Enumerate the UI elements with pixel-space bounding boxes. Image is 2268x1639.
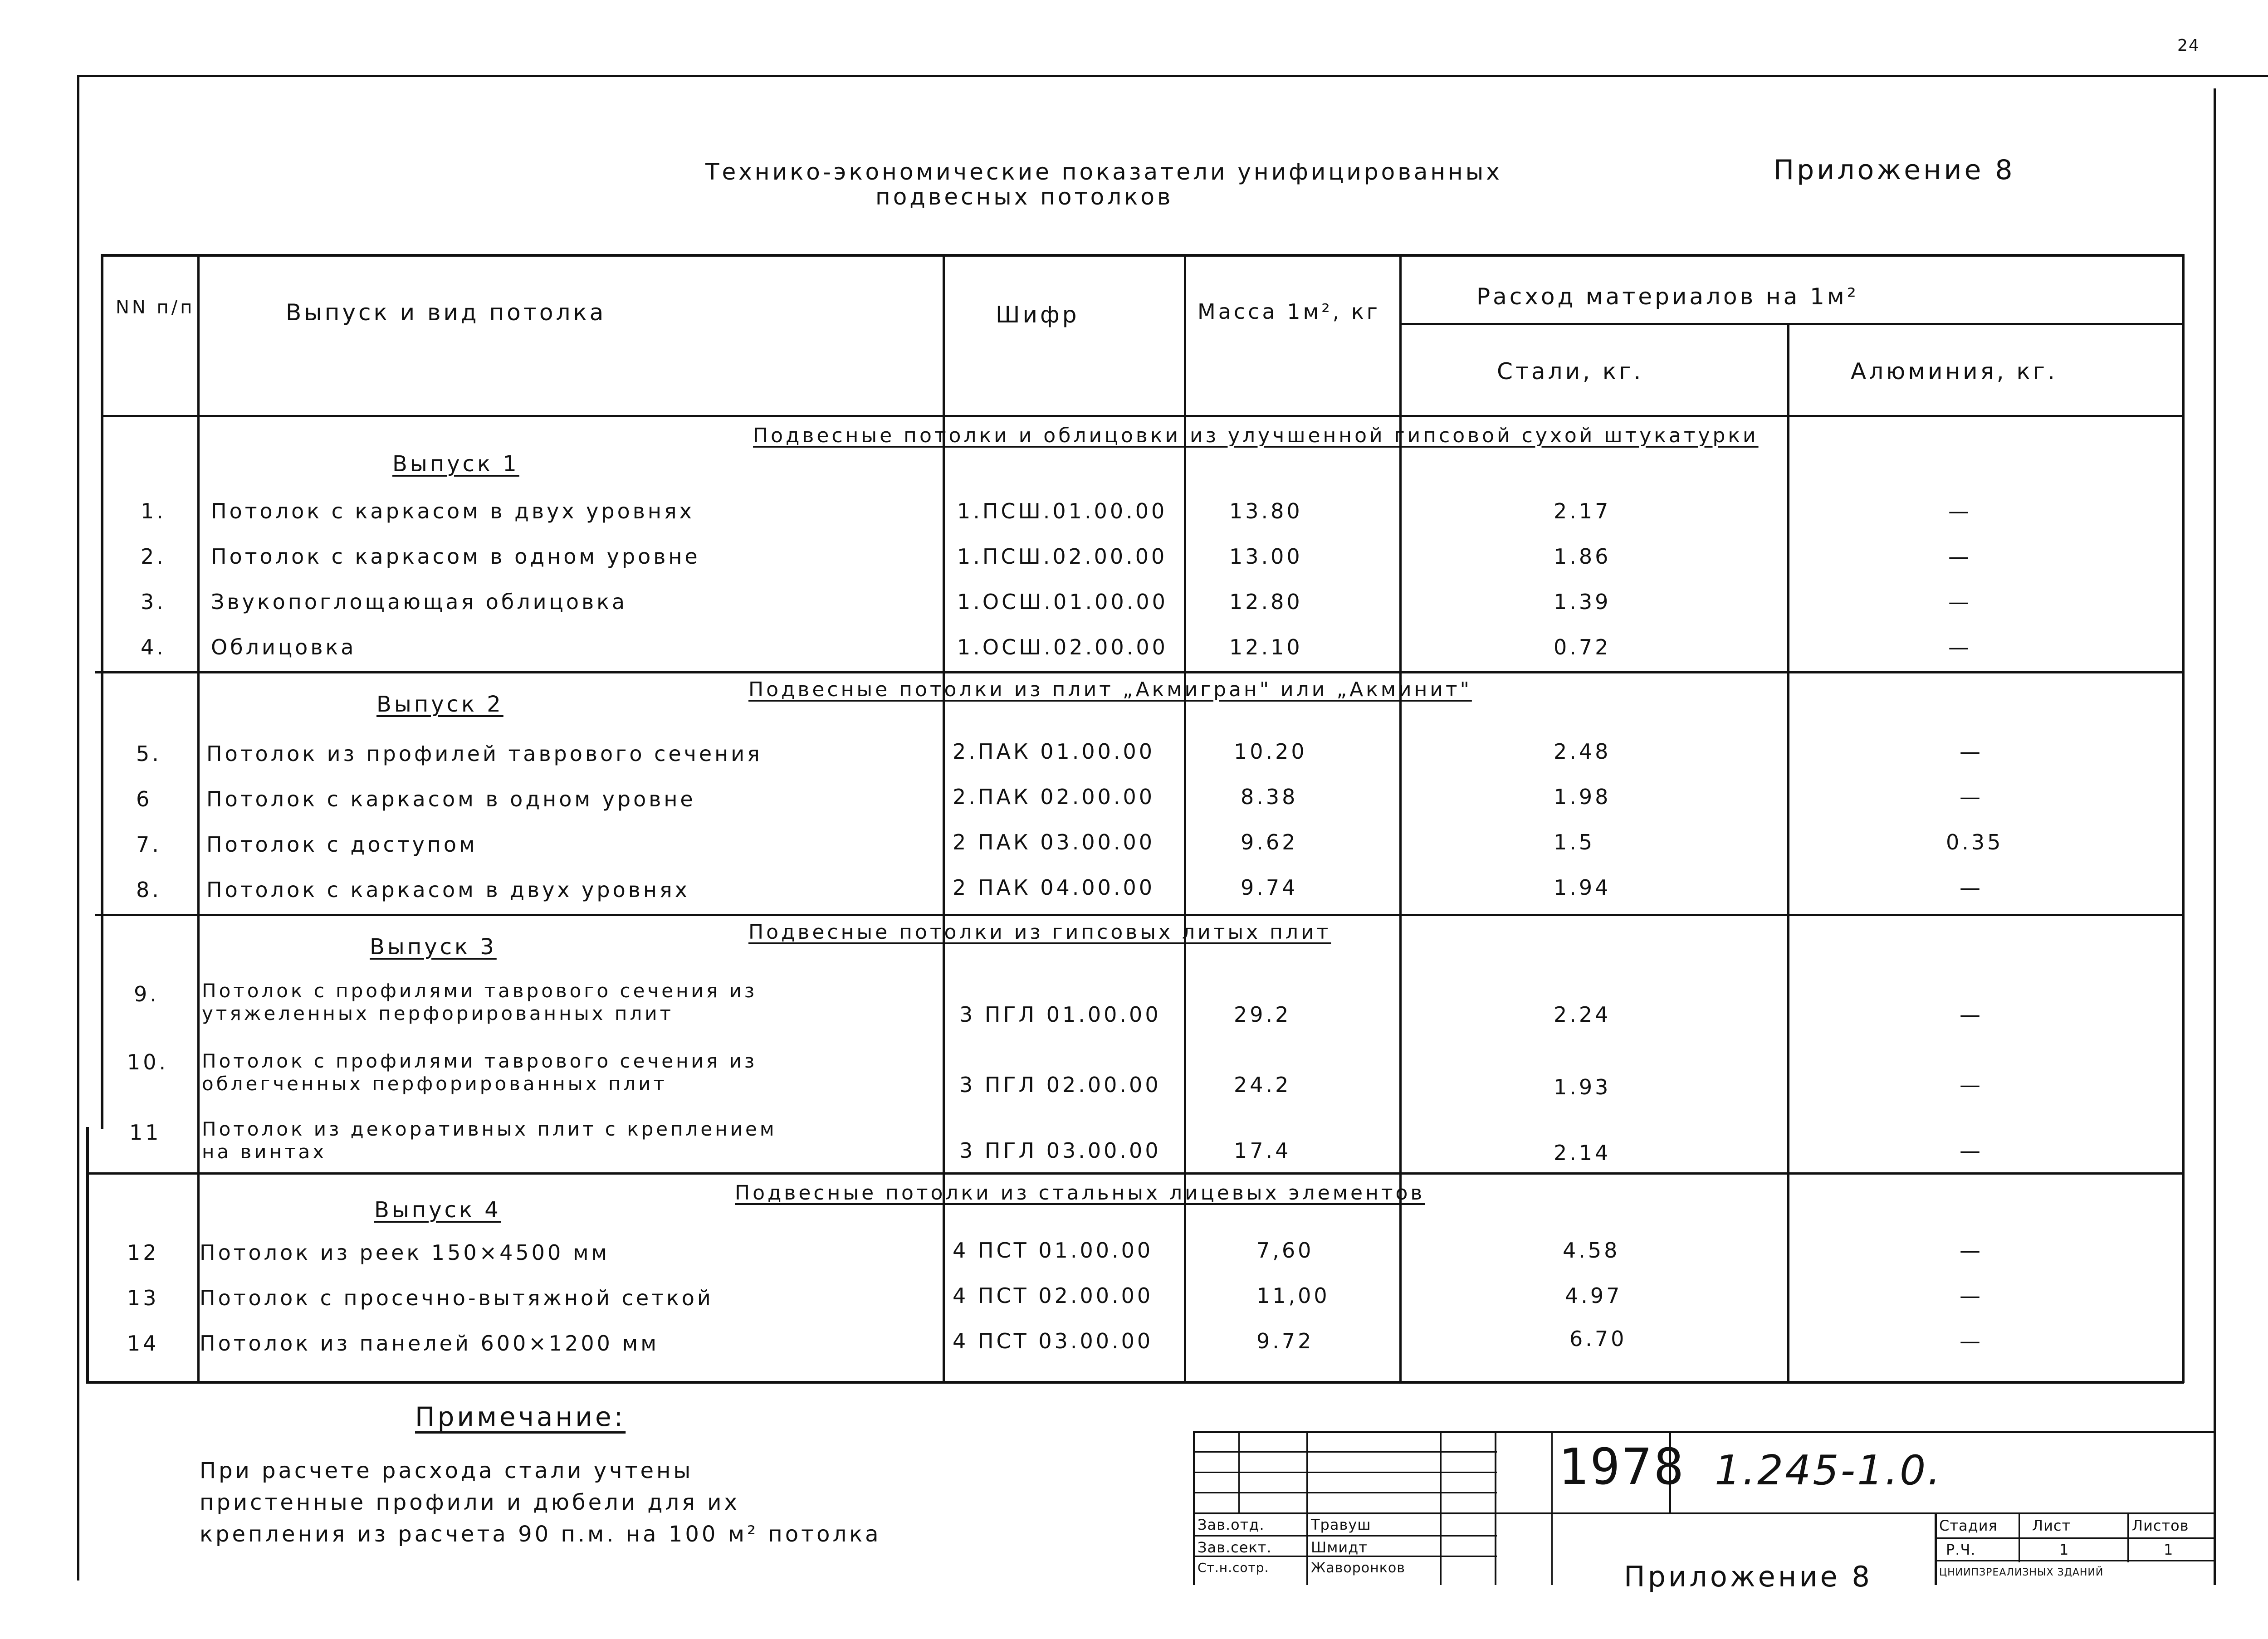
row-name: Потолок с каркасом в двух уровнях — [211, 499, 694, 523]
row-steel: 4.58 — [1563, 1238, 1620, 1263]
row-mass: 13.00 — [1229, 544, 1303, 569]
row-alum: — — [1948, 544, 1972, 569]
note-line-3: крепления из расчета 90 п.м. на 100 м² потолка — [200, 1522, 881, 1547]
row-code: 1.ОСШ.02.00.00 — [957, 635, 1168, 659]
row-name: Потолок из реек 150×4500 мм — [200, 1240, 610, 1265]
row-steel: 2.24 — [1554, 1002, 1611, 1027]
role-name: Травуш — [1311, 1516, 1371, 1533]
row-code: 3 ПГЛ 02.00.00 — [959, 1073, 1161, 1097]
note-line-1: При расчете расхода стали учтены — [200, 1458, 694, 1483]
row-code: 4 ПСТ 02.00.00 — [953, 1283, 1154, 1308]
header-steel: Стали, кг. — [1497, 358, 1644, 385]
row-name: Потолок из панелей 600×1200 мм — [200, 1331, 659, 1356]
row-alum: — — [1960, 1073, 1983, 1097]
row-code: 1.ПСШ.02.00.00 — [957, 544, 1168, 569]
row-mass: 10.20 — [1234, 739, 1307, 764]
role-label: Ст.н.сотр. — [1198, 1560, 1269, 1575]
row-code: 2.ПАК 02.00.00 — [953, 785, 1155, 809]
row-steel: 1.98 — [1554, 785, 1611, 809]
appendix-label: Приложение 8 — [1774, 154, 2015, 186]
sheets-label: Листов — [2132, 1517, 2189, 1534]
title-line-1: Технико-экономические показатели унифицированных — [705, 159, 1502, 185]
section-caption: Подвесные потолки из плит „Акмигран" или „Акминит" — [748, 678, 1472, 701]
row-steel: 1.94 — [1554, 875, 1611, 900]
header-name: Выпуск и вид потолка — [286, 299, 606, 326]
row-num: 13 — [127, 1286, 159, 1310]
row-num: 5. — [136, 741, 161, 766]
row-num: 14 — [127, 1331, 159, 1356]
row-mass: 7,60 — [1256, 1238, 1314, 1263]
header-mass: Масса 1м², кг — [1198, 299, 1380, 324]
note-title: Примечание: — [415, 1401, 626, 1432]
row-code: 3 ПГЛ 01.00.00 — [959, 1002, 1161, 1027]
row-code: 2 ПАК 04.00.00 — [953, 875, 1155, 900]
row-name: Облицовка — [211, 635, 357, 659]
row-code: 2.ПАК 01.00.00 — [953, 739, 1155, 764]
section-caption: Подвесные потолки из стальных лицевых элементов — [735, 1181, 1425, 1205]
stamp-organization: ЦНИИПЗРЕАЛИЗНЫХ ЗДАНИЙ — [1939, 1567, 2104, 1578]
row-name: Потолок из декоративных плит с креплением — [202, 1118, 777, 1140]
row-num: 11 — [129, 1120, 161, 1145]
sheet-label: Лист — [2032, 1517, 2071, 1534]
row-alum: — — [1960, 1138, 1983, 1163]
row-alum: — — [1948, 499, 1972, 523]
row-code: 4 ПСТ 01.00.00 — [953, 1238, 1154, 1263]
release-label: Выпуск 3 — [370, 934, 497, 960]
row-mass: 12.80 — [1229, 590, 1303, 614]
row-alum: — — [1960, 785, 1983, 809]
stamp-code: 1.245-1.0. — [1715, 1447, 1942, 1494]
row-alum: — — [1960, 1329, 1983, 1353]
row-alum: — — [1960, 1002, 1983, 1027]
row-alum: — — [1960, 1238, 1983, 1263]
row-num: 6 — [136, 787, 152, 811]
release-label: Выпуск 1 — [392, 451, 519, 477]
row-num: 7. — [136, 832, 161, 857]
row-name: Потолок с просечно-вытяжной сеткой — [200, 1286, 714, 1310]
row-num: 9. — [134, 982, 159, 1006]
row-code: 3 ПГЛ 03.00.00 — [959, 1138, 1161, 1163]
row-name: Потолок из профилей таврового сечения — [206, 741, 763, 766]
row-alum: — — [1960, 1283, 1983, 1308]
row-mass: 29.2 — [1234, 1002, 1291, 1027]
row-steel: 1.93 — [1554, 1075, 1611, 1099]
row-steel: 2.14 — [1554, 1141, 1611, 1165]
row-num: 8. — [136, 878, 161, 902]
row-code: 4 ПСТ 03.00.00 — [953, 1329, 1154, 1353]
role-label: Зав.сект. — [1198, 1539, 1272, 1556]
row-mass: 9.72 — [1256, 1329, 1314, 1353]
row-mass: 11,00 — [1256, 1283, 1330, 1308]
row-steel: 1.39 — [1554, 590, 1611, 614]
row-steel: 4.97 — [1565, 1283, 1623, 1308]
row-name-line2: на винтах — [202, 1141, 327, 1163]
section-caption: Подвесные потолки и облицовки из улучшенной гипсовой сухой штукатурки — [753, 424, 1759, 447]
row-name-line2: утяжеленных перфорированных плит — [202, 1002, 674, 1024]
row-name: Потолок с каркасом в двух уровнях — [206, 878, 690, 902]
page-number: 24 — [2177, 36, 2200, 55]
stage-label: Стадия — [1939, 1517, 1998, 1534]
role-name: Шмидт — [1311, 1539, 1368, 1556]
stamp-year: 1978 — [1558, 1438, 1686, 1496]
release-label: Выпуск 4 — [374, 1197, 501, 1223]
row-alum: — — [1948, 635, 1972, 659]
row-mass: 13.80 — [1229, 499, 1303, 523]
role-name: Жаворонков — [1311, 1560, 1405, 1576]
header-usage: Расход материалов на 1м² — [1476, 283, 1859, 310]
row-mass: 24.2 — [1234, 1073, 1291, 1097]
row-name-line2: облегченных перфорированных плит — [202, 1073, 668, 1095]
release-label: Выпуск 2 — [376, 692, 503, 717]
header-num: NN п/п — [116, 297, 195, 318]
row-mass: 17.4 — [1234, 1138, 1291, 1163]
row-name: Потолок с профилями таврового сечения из — [202, 1050, 758, 1072]
row-mass: 12.10 — [1229, 635, 1303, 659]
row-num: 4. — [141, 635, 166, 659]
row-steel: 1.86 — [1554, 544, 1611, 569]
row-steel: 2.17 — [1554, 499, 1611, 523]
row-alum: — — [1960, 739, 1983, 764]
row-alum: 0.35 — [1946, 830, 2004, 854]
sheet-value: 1 — [2059, 1541, 2069, 1558]
row-steel: 6.70 — [1569, 1327, 1627, 1351]
row-code: 2 ПАК 03.00.00 — [953, 830, 1155, 854]
stage-value: Р.Ч. — [1946, 1541, 1976, 1558]
row-num: 2. — [141, 544, 166, 569]
row-mass: 8.38 — [1241, 785, 1298, 809]
row-code: 1.ОСШ.01.00.00 — [957, 590, 1168, 614]
row-name: Потолок с каркасом в одном уровне — [206, 787, 696, 811]
row-steel: 1.5 — [1554, 830, 1595, 854]
row-name: Звукопоглощающая облицовка — [211, 590, 628, 614]
sheets-value: 1 — [2164, 1541, 2174, 1558]
row-mass: 9.62 — [1241, 830, 1298, 854]
note-line-2: пристенные профили и дюбели для их — [200, 1490, 740, 1515]
row-alum: — — [1960, 875, 1983, 900]
section-caption: Подвесные потолки из гипсовых литых плит — [748, 921, 1331, 944]
row-name: Потолок с доступом — [206, 832, 478, 857]
row-alum: — — [1948, 590, 1972, 614]
row-steel: 2.48 — [1554, 739, 1611, 764]
row-num: 3. — [141, 590, 166, 614]
title-line-2: подвесных потолков — [875, 184, 1173, 210]
row-code: 1.ПСШ.01.00.00 — [957, 499, 1168, 523]
row-steel: 0.72 — [1554, 635, 1611, 659]
row-name: Потолок с профилями таврового сечения из — [202, 980, 758, 1002]
row-num: 1. — [141, 499, 166, 523]
row-name: Потолок с каркасом в одном уровне — [211, 544, 700, 569]
header-code: Шифр — [996, 302, 1080, 328]
row-num: 12 — [127, 1240, 159, 1265]
row-num: 10. — [127, 1050, 169, 1074]
role-label: Зав.отд. — [1198, 1516, 1265, 1533]
row-mass: 9.74 — [1241, 875, 1298, 900]
stamp-doc-title: Приложение 8 — [1624, 1560, 1872, 1593]
header-alum: Алюминия, кг. — [1851, 358, 2058, 385]
